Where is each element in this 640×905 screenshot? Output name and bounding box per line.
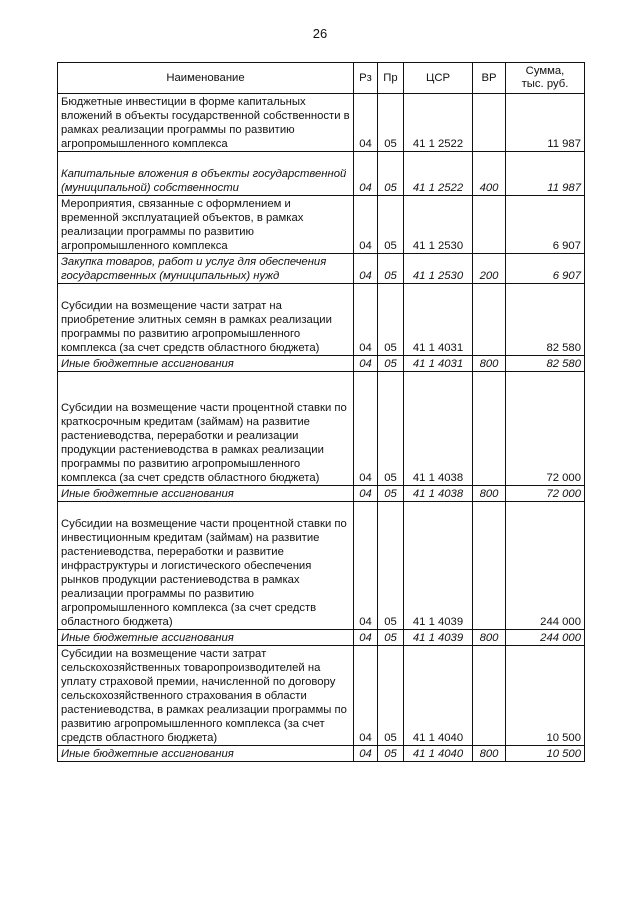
cell-pr: 05 [378,356,404,372]
cell-pr: 05 [378,196,404,254]
table-row [58,372,585,486]
cell-sum: 72 000 [506,372,585,486]
cell-vr [473,284,506,356]
cell-sum: 6 907 [506,254,585,284]
table-row [58,630,585,646]
cell-name: Капитальные вложения в объекты государственной (муниципальной) собственности [58,152,354,196]
cell-sum: 72 000 [506,486,585,502]
cell-sum: 244 000 [506,502,585,630]
header-pr: Пр [378,63,404,94]
cell-pr: 05 [378,94,404,152]
cell-rz: 04 [354,746,378,762]
cell-rz: 04 [354,502,378,630]
cell-csr: 41 1 4038 [404,372,473,486]
table-row [58,254,585,284]
cell-name: Субсидии на возмещение части затрат сельскохозяйственных товаропроизводителей на уплату страховой премии, начисленной по договору сельскохозяйственного страхования в области растениеводства, в рамках реализации программы по развитию агропромышленного комплекса (за счет средств областного бюджета) [58,646,354,746]
cell-csr: 41 1 4039 [404,502,473,630]
cell-rz: 04 [354,152,378,196]
header-rz: Рз [354,63,378,94]
cell-rz: 04 [354,646,378,746]
cell-rz: 04 [354,486,378,502]
cell-rz: 04 [354,94,378,152]
cell-vr: 400 [473,152,506,196]
cell-name: Закупка товаров, работ и услуг для обеспечения государственных (муниципальных) нужд [58,254,354,284]
cell-csr: 41 1 4040 [404,746,473,762]
cell-sum: 6 907 [506,196,585,254]
cell-pr: 05 [378,502,404,630]
cell-rz: 04 [354,356,378,372]
cell-pr: 05 [378,746,404,762]
cell-rz: 04 [354,254,378,284]
cell-rz: 04 [354,630,378,646]
cell-rz: 04 [354,284,378,356]
cell-pr: 05 [378,254,404,284]
header-sum [506,63,585,94]
table-row [58,746,585,762]
cell-sum: 11 987 [506,94,585,152]
cell-sum: 10 500 [506,746,585,762]
cell-sum: 11 987 [506,152,585,196]
cell-pr: 05 [378,486,404,502]
cell-csr: 41 1 2522 [404,152,473,196]
header-name: Наименование [58,63,354,94]
header-sum-line1: Сумма, [525,65,565,77]
table-row [58,502,585,630]
cell-vr [473,94,506,152]
cell-csr: 41 1 2530 [404,254,473,284]
cell-vr: 800 [473,630,506,646]
page-number: 26 [312,26,328,41]
cell-sum: 82 580 [506,356,585,372]
table-row [58,196,585,254]
header-vr: ВР [473,63,506,94]
cell-csr: 41 1 2530 [404,196,473,254]
cell-pr: 05 [378,152,404,196]
cell-name: Иные бюджетные ассигнования [58,746,354,762]
cell-csr: 41 1 4031 [404,284,473,356]
cell-csr: 41 1 4031 [404,356,473,372]
cell-name: Мероприятия, связанные с оформлением и временной эксплуатацией объектов, в рамках реализации программы по развитию агропромышленного комплекса [58,196,354,254]
cell-vr [473,372,506,486]
cell-vr: 800 [473,486,506,502]
cell-sum: 244 000 [506,630,585,646]
cell-rz: 04 [354,372,378,486]
table-header-row [58,63,585,94]
cell-name: Субсидии на возмещение части процентной ставки по инвестиционным кредитам (займам) на развитие растениеводства, переработки и развитие инфраструктуры и логистического обеспечения рынков продукции растениеводства в рамках реализации программы по развитию агропромышленного комплекса (за счет средств областного бюджета) [58,502,354,630]
header-sum-line2: тыс. руб. [521,78,569,90]
cell-name: Иные бюджетные ассигнования [58,486,354,502]
cell-sum: 82 580 [506,284,585,356]
table-row [58,94,585,152]
table-row [58,356,585,372]
cell-name: Иные бюджетные ассигнования [58,630,354,646]
cell-sum: 10 500 [506,646,585,746]
header-csr: ЦСР [404,63,473,94]
cell-vr [473,502,506,630]
table-row [58,152,585,196]
cell-csr: 41 1 4040 [404,646,473,746]
cell-pr: 05 [378,630,404,646]
cell-name: Субсидии на возмещение части затрат на приобретение элитных семян в рамках реализации программы по развитию агропромышленного комплекса (за счет средств областного бюджета) [58,284,354,356]
cell-csr: 41 1 4039 [404,630,473,646]
cell-csr: 41 1 4038 [404,486,473,502]
cell-name: Бюджетные инвестиции в форме капитальных вложений в объекты государственной собственности в рамках реализации программы по развитию агропромышленного комплекса [58,94,354,152]
table-row [58,646,585,746]
cell-vr [473,196,506,254]
cell-name: Иные бюджетные ассигнования [58,356,354,372]
cell-pr: 05 [378,646,404,746]
budget-table [57,62,585,762]
table-row [58,486,585,502]
table-row [58,284,585,356]
cell-vr: 800 [473,746,506,762]
cell-csr: 41 1 2522 [404,94,473,152]
cell-name: Субсидии на возмещение части процентной ставки по краткосрочным кредитам (займам) на развитие растениеводства, переработки и реализации продукции растениеводства в рамках реализации программы по развитию агропромышленного комплекса (за счет средств областного бюджета) [58,372,354,486]
cell-rz: 04 [354,196,378,254]
cell-pr: 05 [378,372,404,486]
cell-pr: 05 [378,284,404,356]
cell-vr: 200 [473,254,506,284]
cell-vr [473,646,506,746]
cell-vr: 800 [473,356,506,372]
